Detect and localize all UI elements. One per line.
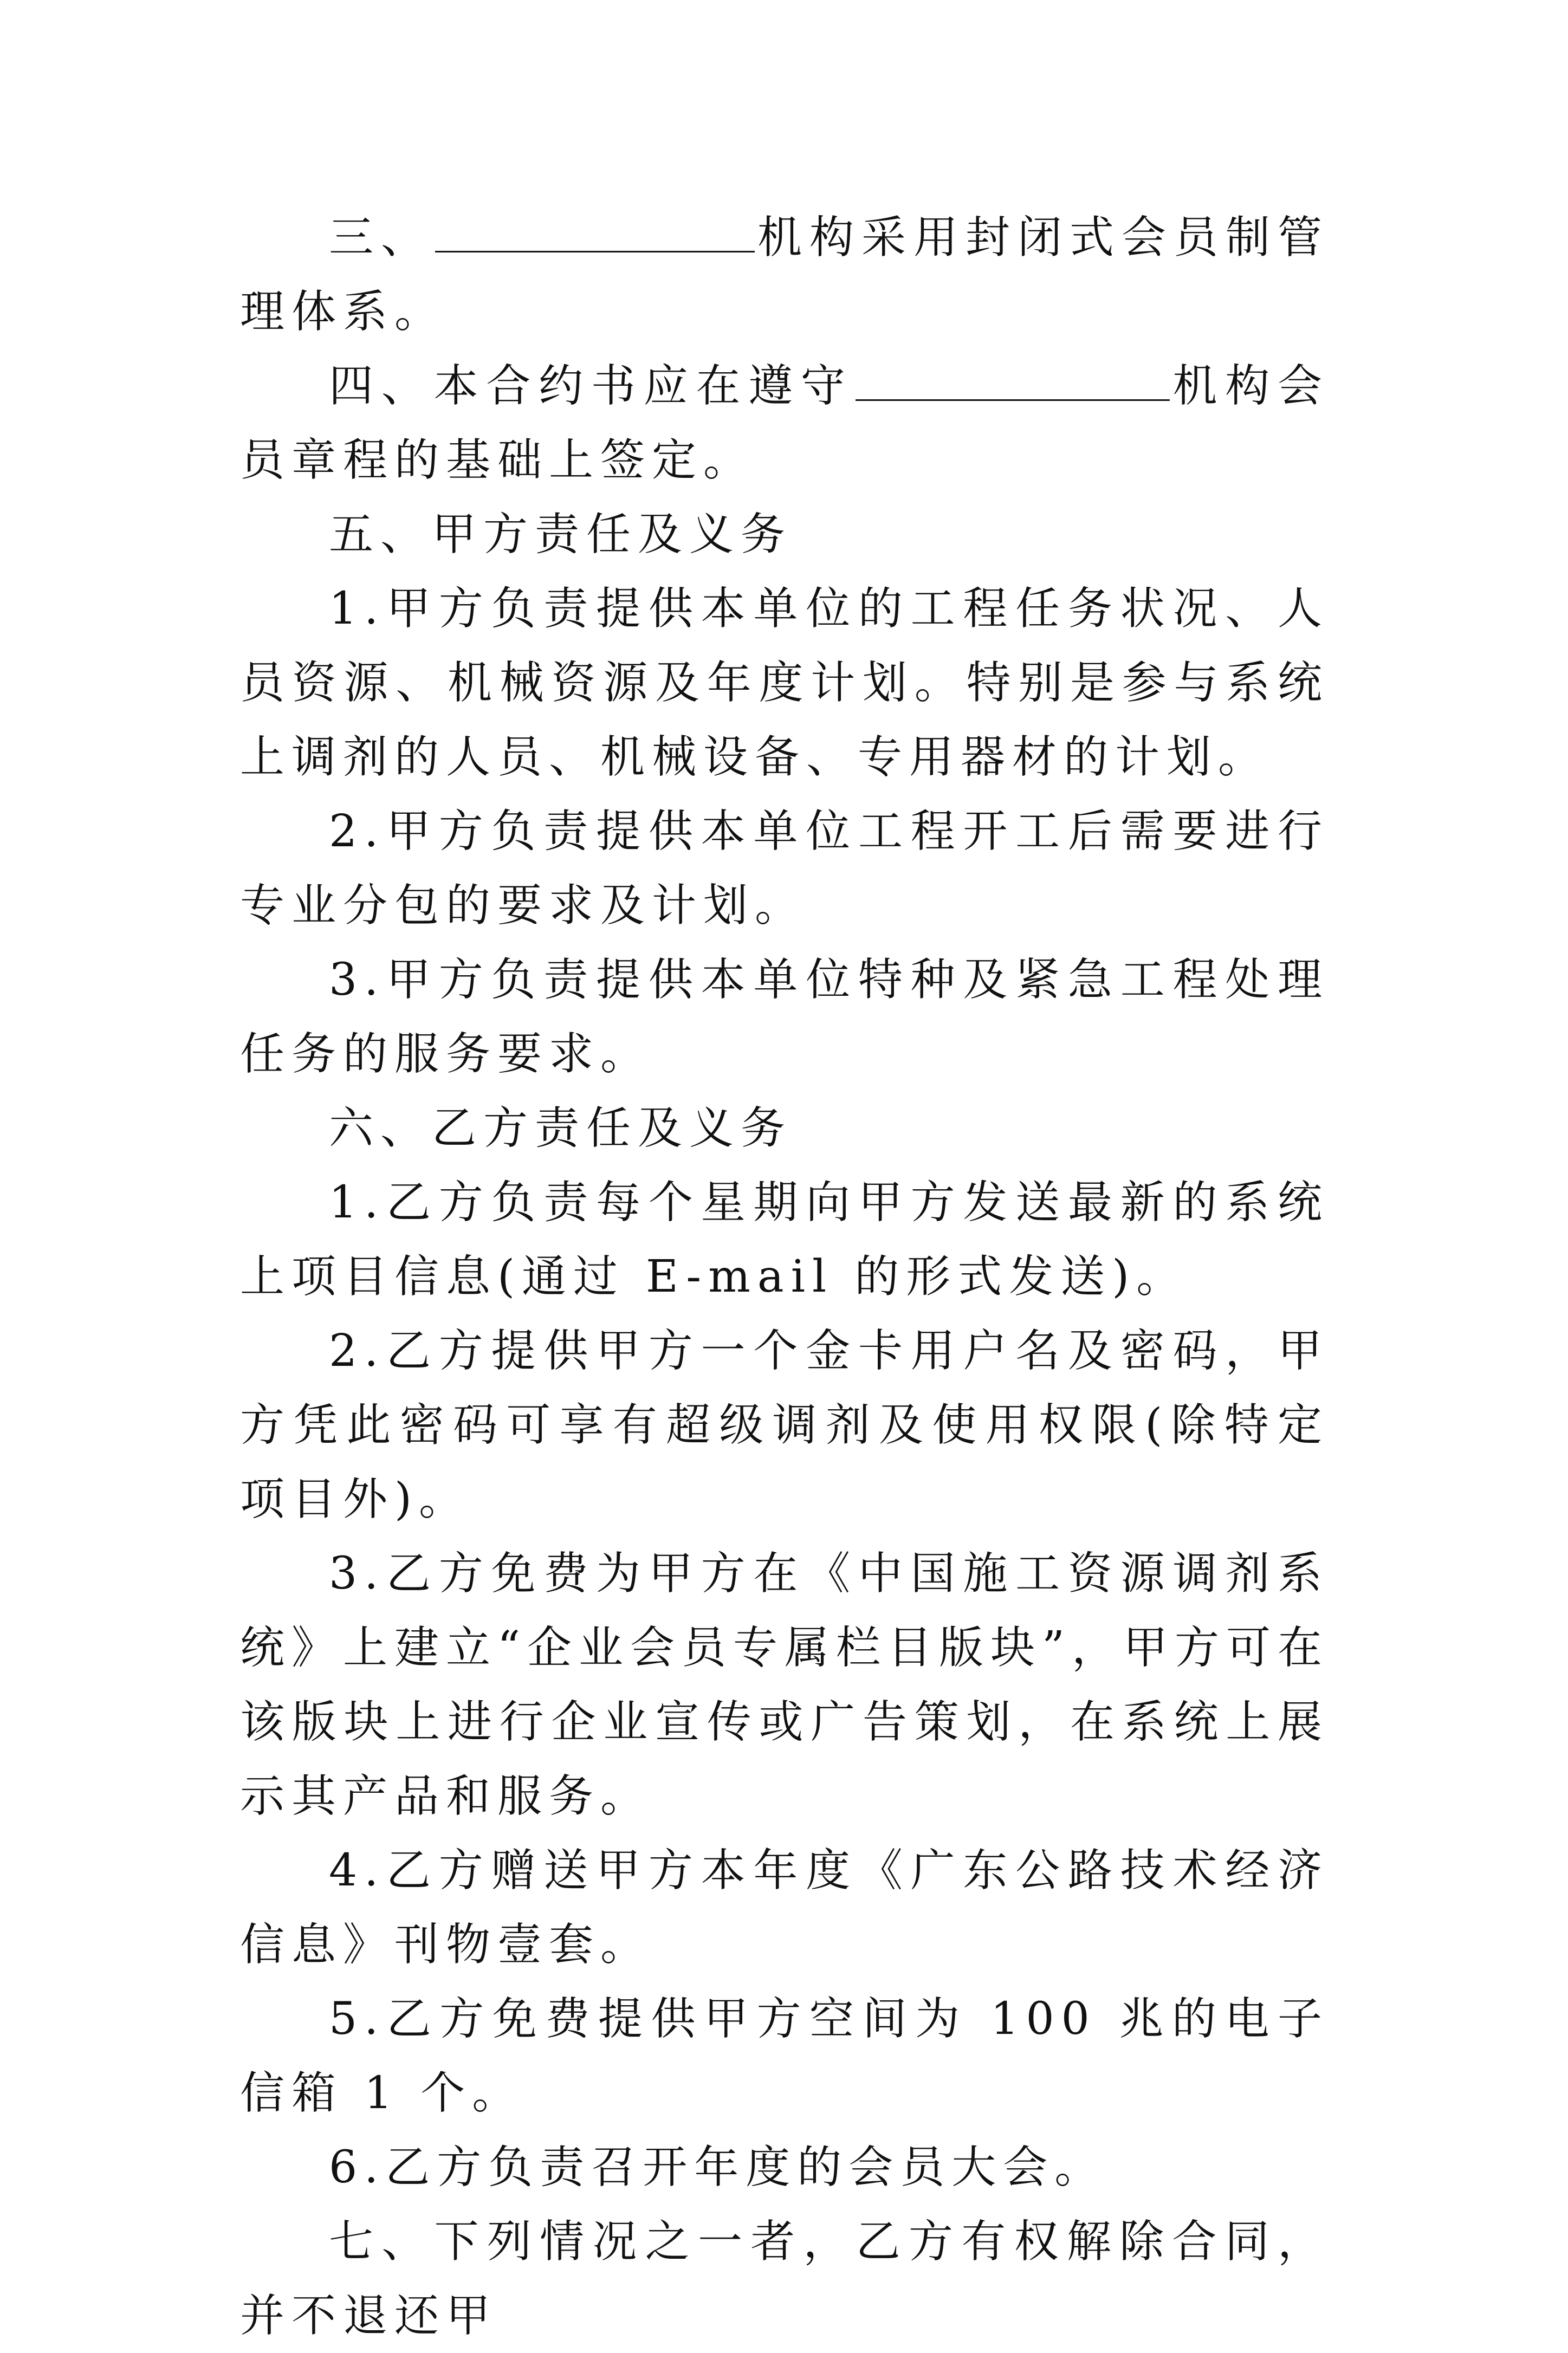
section-6-item-5: 5.乙方免费提供甲方空间为 100 兆的电子信箱 1 个。 bbox=[240, 1993, 1329, 2119]
section-5-heading: 五、甲方责任及义务 bbox=[329, 509, 793, 560]
blank-line bbox=[435, 209, 755, 252]
section-5-item-2: 2.甲方负责提供本单位工程开工后需要进行专业分包的要求及计划。 bbox=[240, 806, 1329, 931]
clause-4 bbox=[240, 349, 1329, 497]
clause-3-suffix: 机构采用封闭式会员制管理体系。 bbox=[240, 212, 1329, 338]
section-5-item-1: 1.甲方负责提供本单位的工程任务状况、人员资源、机械资源及年度计划。特别是参与系统上调剂的人员、机械设备、专用器材的计划。 bbox=[240, 583, 1329, 783]
clause-4-prefix: 四、本合约书应在遵守 bbox=[329, 360, 853, 412]
section-6-item-3: 3.乙方免费为甲方在《中国施工资源调剂系统》上建立“企业会员专属栏目版块”，甲方可在该版块上进行企业宣传或广告策划，在系统上展示其产品和服务。 bbox=[240, 1548, 1329, 1822]
section-6-item-4: 4.乙方赠送甲方本年度《广东公路技术经济信息》刊物壹套。 bbox=[240, 1845, 1329, 1970]
document-body bbox=[240, 200, 1329, 2353]
blank-line bbox=[856, 357, 1170, 401]
section-6-heading: 六、乙方责任及义务 bbox=[329, 1103, 793, 1154]
section-7-start: 七、下列情况之一者，乙方有权解除合同，并不退还甲 bbox=[240, 2216, 1329, 2342]
section-6-item-6: 6.乙方负责召开年度的会员大会。 bbox=[329, 2142, 1106, 2193]
section-6-item-2: 2.乙方提供甲方一个金卡用户名及密码，甲方凭此密码可享有超级调剂及使用权限(除特定项目外)。 bbox=[240, 1325, 1329, 1525]
clause-3-prefix: 三、 bbox=[329, 212, 433, 263]
section-6-item-1: 1.乙方负责每个星期向甲方发送最新的系统上项目信息(通过 E-mail 的形式发送)。 bbox=[240, 1177, 1329, 1302]
section-5-item-3: 3.甲方负责提供本单位特种及紧急工程处理任务的服务要求。 bbox=[240, 954, 1329, 1080]
clause-3 bbox=[240, 200, 1329, 349]
clause-4-suffix: 机构会员章程的基础上签定。 bbox=[240, 360, 1329, 486]
